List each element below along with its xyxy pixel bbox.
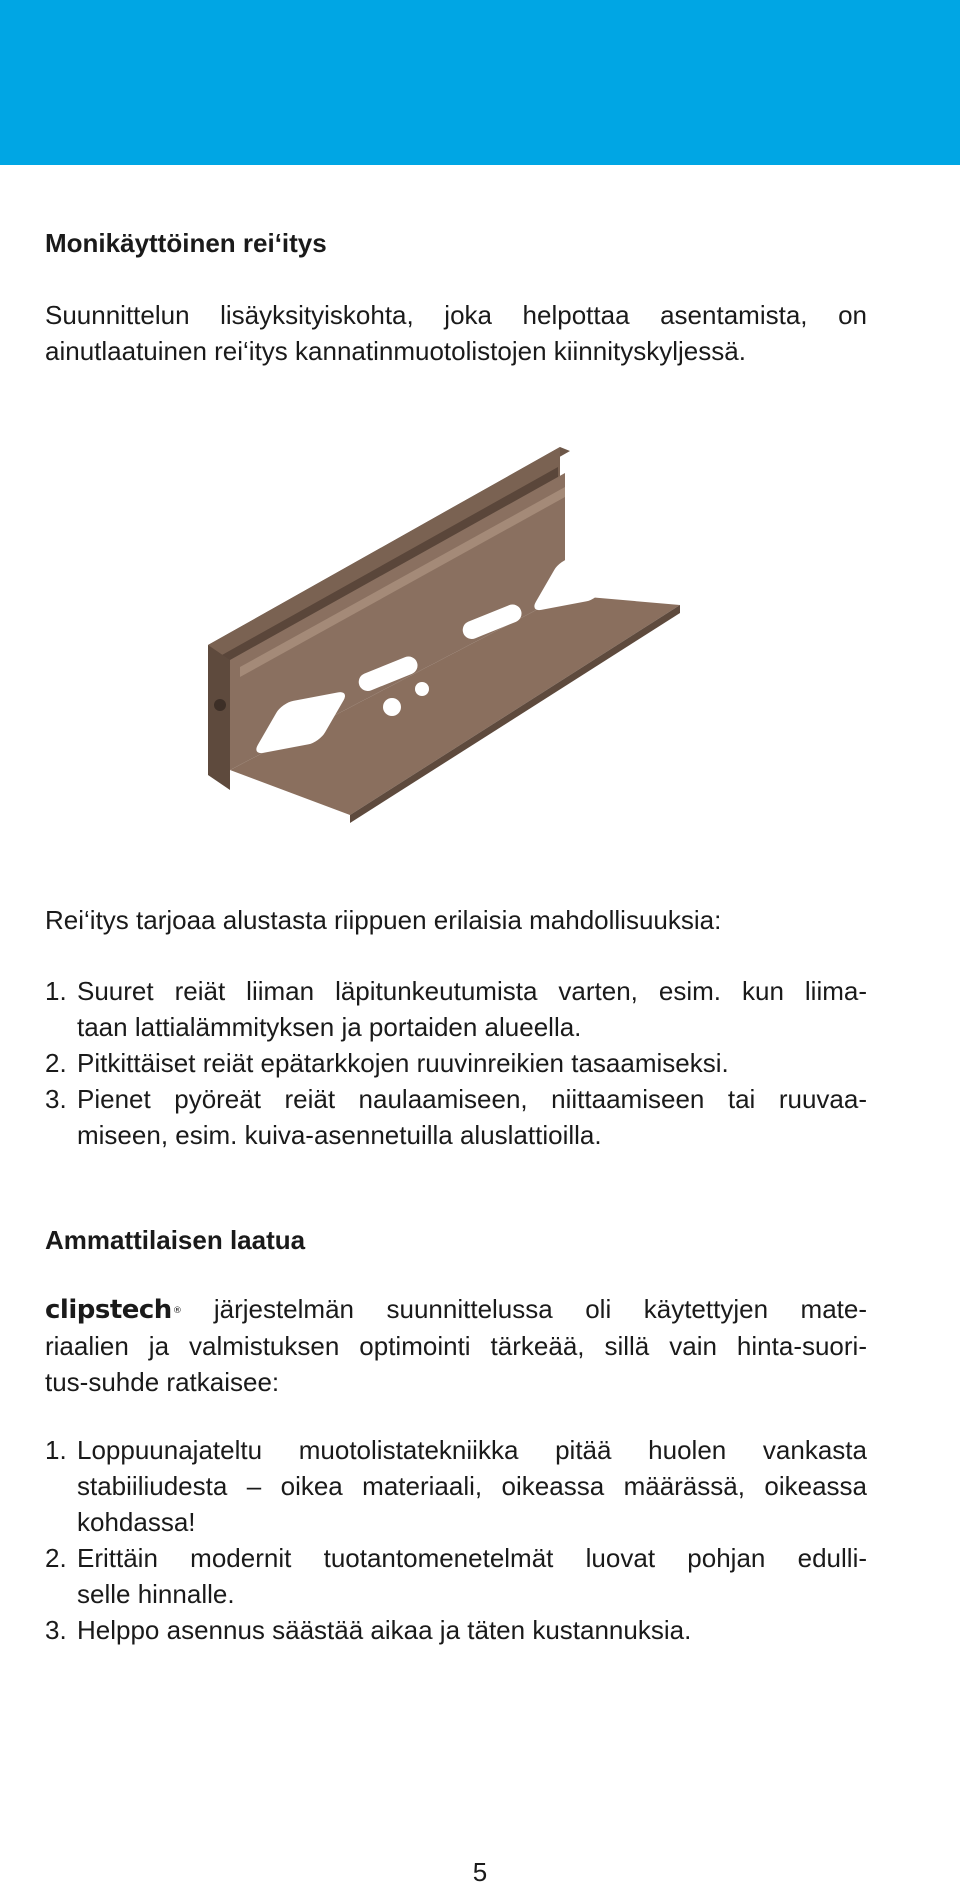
list-item-number: 2.: [45, 1543, 67, 1573]
small-hole: [383, 698, 401, 716]
rail-end-hole: [214, 699, 226, 711]
quality-points-list: [45, 1432, 867, 1648]
text-line: kohdassa!: [77, 1507, 196, 1537]
top-color-band: [0, 0, 960, 165]
text-line: miseen, esim. kuiva-asennetuilla aluslattioilla.: [77, 1120, 602, 1150]
rail-end: [208, 645, 230, 790]
text-line: Erittäin modernit tuotantomenetelmät luovat pohjan edulli-: [77, 1543, 867, 1573]
small-hole: [415, 682, 429, 696]
page-number: 5: [472, 1857, 488, 1887]
list-item-number: 2.: [45, 1048, 67, 1078]
text-line: riaalien ja valmistuksen optimointi tärkeää, sillä vain hinta-suori-: [45, 1331, 867, 1361]
list-item-number: 1.: [45, 1435, 67, 1465]
text-line: selle hinnalle.: [77, 1579, 235, 1609]
text-line: Helppo asennus säästää aikaa ja täten kustannuksia.: [77, 1615, 692, 1645]
list-item-number: 1.: [45, 976, 67, 1006]
text-line: Suunnittelun lisäyksityiskohta, joka helpottaa asentamista, on: [45, 300, 867, 330]
section-heading-perforation: Monikäyttöinen rei‘itys: [45, 228, 327, 258]
list-item: [45, 1081, 867, 1153]
perforation-intro: [45, 297, 867, 369]
brand-name: clipstech: [45, 1295, 172, 1325]
list-item-number: 3.: [45, 1084, 67, 1114]
quality-intro-first: järjestelmän suunnittelussa oli käytettyjen mate-: [213, 1294, 867, 1324]
text-line: tus-suhde ratkaisee:: [45, 1367, 280, 1397]
text-line: Loppuunajateltu muotolistatekniikka pitää huolen vankasta: [77, 1435, 867, 1465]
list-item-number: 3.: [45, 1615, 67, 1645]
list-item: [45, 973, 867, 1045]
text-line: taan lattialämmityksen ja portaiden alueella.: [77, 1012, 582, 1042]
list-item: [45, 1432, 867, 1540]
list-item: [45, 1612, 867, 1648]
section-heading-quality: Ammattilaisen laatua: [45, 1225, 306, 1255]
text-line: Pienet pyöreät reiät naulaamiseen, niittaamiseen tai ruuvaa-: [77, 1084, 867, 1114]
quality-intro: [45, 1291, 867, 1400]
registered-mark: ®: [172, 1306, 182, 1316]
list-item: [45, 1045, 867, 1081]
text-line: Pitkittäiset reiät epätarkkojen ruuvinreikien tasaamiseksi.: [77, 1048, 729, 1078]
text-line: [45, 1291, 867, 1328]
perforation-options-list: [45, 973, 867, 1153]
text-line: Rei‘itys tarjoaa alustasta riippuen erilaisia mahdollisuuksia:: [45, 905, 722, 935]
text-line: ainutlaatuinen rei‘itys kannatinmuotolistojen kiinnityskyljessä.: [45, 336, 746, 366]
perforated-profile-illustration: [160, 445, 720, 835]
perforation-lead: [45, 902, 867, 938]
text-line: Suuret reiät liiman läpitunkeutumista varten, esim. kun liima-: [77, 976, 867, 1006]
list-item: [45, 1540, 867, 1612]
text-line: stabiiliudesta – oikea materiaali, oikeassa määrässä, oikeassa: [77, 1471, 867, 1501]
brand-logo: [45, 1295, 181, 1325]
